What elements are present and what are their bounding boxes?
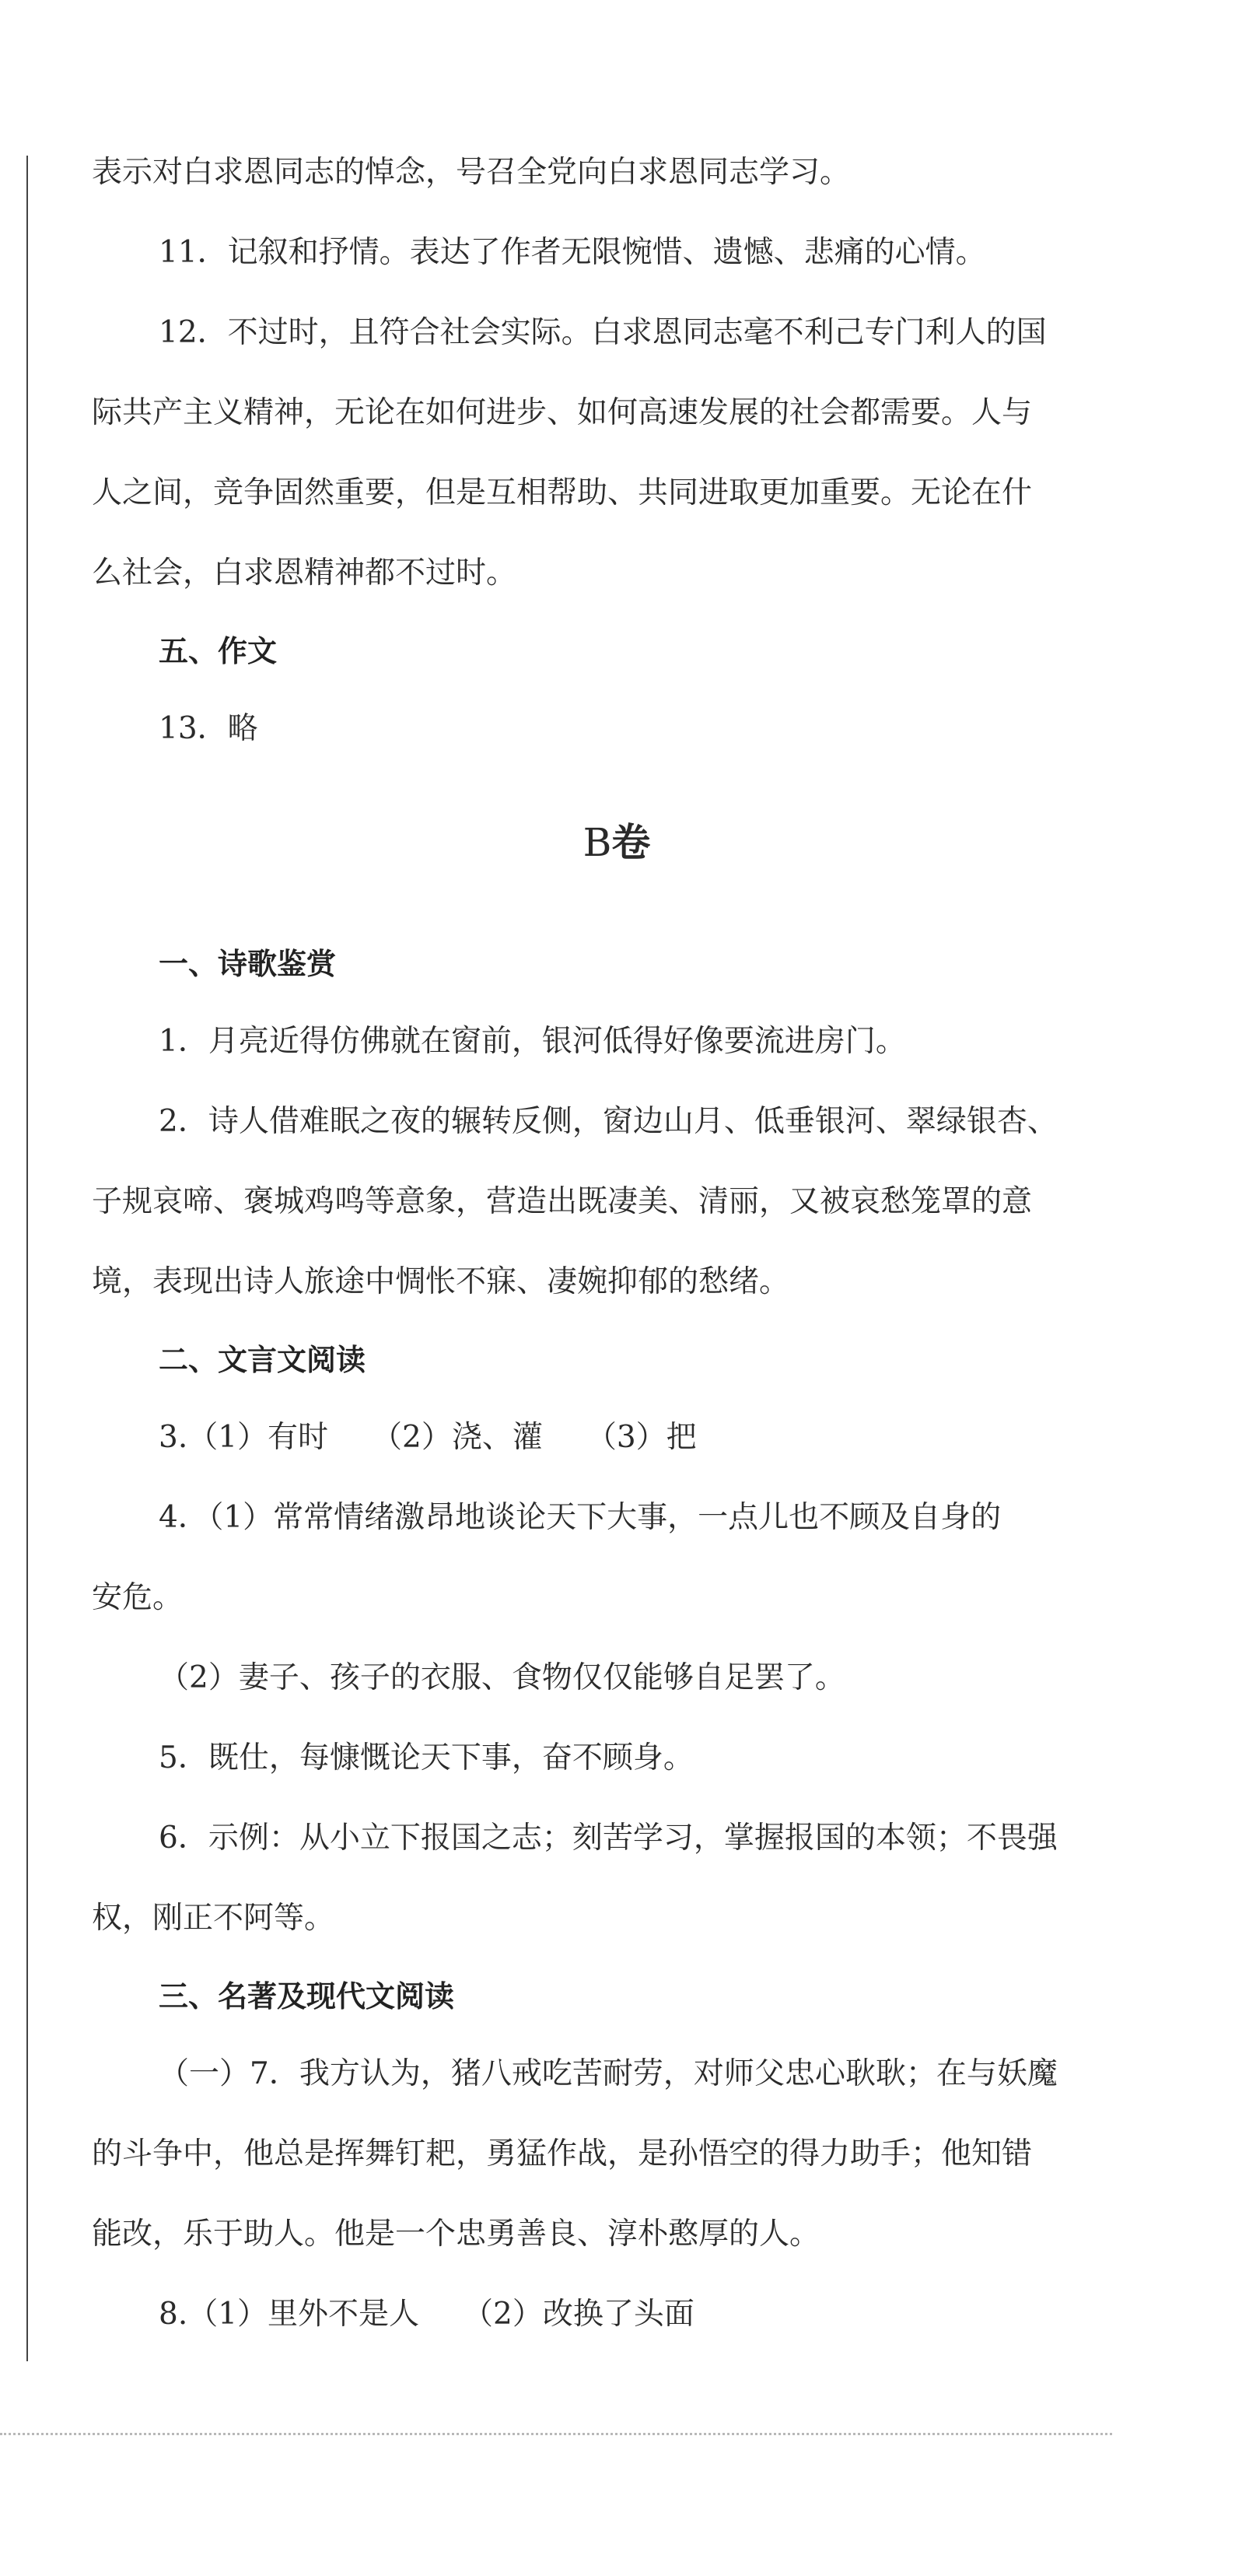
answer-11: 11．记叙和抒情。表达了作者无限惋惜、遗憾、悲痛的心情。 (159, 235, 986, 270)
answer-b-4-line-1: 4．（1）常常情绪激昂地谈论天下大事，一点儿也不顾及自身的 (159, 1500, 1002, 1535)
answer-b-4-part-2: （2）妻子、孩子的衣服、食物仅仅能够自足罢了。 (159, 1660, 845, 1695)
answer-b-7-line-3: 能改，乐于助人。他是一个忠勇善良、淳朴憨厚的人。 (92, 2217, 820, 2252)
answer-13: 13．略 (159, 711, 258, 746)
answer-b-3-part-2: （2）浇、灌 (372, 1420, 543, 1455)
section-b-title (92, 819, 1118, 866)
answer-12-line-1: 12．不过时，且符合社会实际。白求恩同志毫不利己专门利人的国 (159, 315, 1047, 350)
answer-b-3-part-3: （3）把 (586, 1420, 697, 1455)
answer-b-1: 1．月亮近得仿佛就在窗前，银河低得好像要流进房门。 (159, 1024, 906, 1059)
answer-b-2-line-3: 境，表现出诗人旅途中惆怅不寐、凄婉抑郁的愁绪。 (92, 1264, 790, 1299)
heading-composition: 五、作文 (159, 634, 278, 668)
heading-classics-and-modern: 三、名著及现代文阅读 (159, 1979, 455, 2013)
heading-classical-chinese: 二、文言文阅读 (159, 1343, 366, 1377)
answer-b-8-part-2: （2）改换了头面 (463, 2297, 694, 2332)
left-margin-rule (26, 156, 28, 2361)
section-b-title-word: 卷 (611, 820, 651, 865)
answer-b-4-line-2: 安危。 (92, 1580, 184, 1615)
paragraph-10-continued: 表示对白求恩同志的悼念，号召全党向白求恩同志学习。 (92, 155, 851, 190)
answer-b-6-line-1: 6．示例：从小立下报国之志；刻苦学习，掌握报国的本领；不畏强 (159, 1821, 1058, 1856)
answer-b-8 (92, 2294, 1118, 2335)
answer-content (92, 152, 1118, 2335)
answer-b-5: 5．既仕，每慷慨论天下事，奋不顾身。 (159, 1740, 694, 1775)
answer-b-6-line-2: 权，刚正不阿等。 (92, 1901, 335, 1936)
bottom-dotted-rule (0, 2433, 1112, 2435)
answer-b-8-part-1: 8.（1）里外不是人 (159, 2297, 420, 2332)
answer-b-7-line-2: 的斗争中，他总是挥舞钉耙，勇猛作战，是孙悟空的得力助手；他知错 (92, 2136, 1033, 2171)
answer-b-3 (92, 1418, 1118, 1458)
answer-b-2-line-2: 子规哀啼、褒城鸡鸣等意象，营造出既凄美、清丽，又被哀愁笼罩的意 (92, 1184, 1033, 1219)
heading-poetry: 一、诗歌鉴赏 (159, 947, 337, 981)
answer-12-line-4: 么社会，白求恩精神都不过时。 (92, 556, 517, 591)
answer-b-2-line-1: 2．诗人借难眠之夜的辗转反侧，窗边山月、低垂银河、翠绿银杏、 (159, 1104, 1058, 1139)
section-b-title-letter: B (583, 820, 612, 865)
answer-b-3-part-1: 3.（1）有时 (159, 1420, 329, 1455)
answer-12-line-3: 人之间，竞争固然重要，但是互相帮助、共同进取更加重要。无论在什 (92, 475, 1033, 510)
answer-12-line-2: 际共产主义精神，无论在如何进步、如何高速发展的社会都需要。人与 (92, 395, 1033, 430)
answer-b-7-line-1: （一）7．我方认为，猪八戒吃苦耐劳，对师父忠心耿耿；在与妖魔 (159, 2056, 1058, 2091)
